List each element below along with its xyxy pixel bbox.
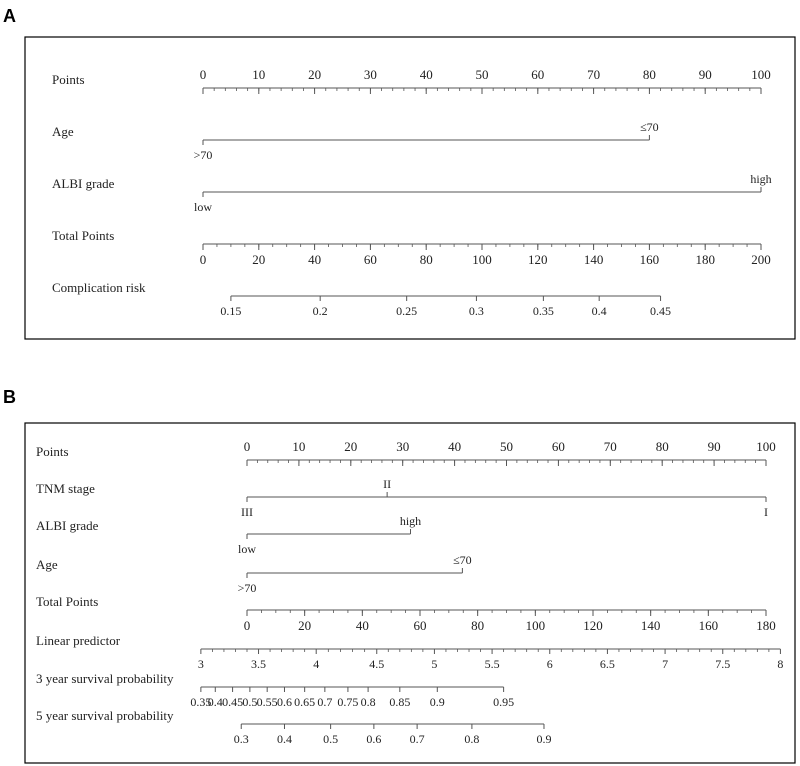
variable-level-label: ≤70 — [453, 553, 472, 567]
row-label-points: Points — [36, 444, 69, 459]
tick-label: 160 — [698, 618, 719, 633]
row-label-age: Age — [52, 124, 74, 139]
row-label-surv3: 3 year survival probability — [36, 671, 174, 686]
scale-tick-label: 0.15 — [220, 304, 242, 318]
scale-tick-label: 0.45 — [650, 304, 672, 318]
tick-label: 10 — [252, 67, 266, 82]
scale-tick-label: 0.95 — [493, 695, 515, 709]
scale-tick-label: 0.5 — [323, 732, 339, 746]
tick-label: 0 — [199, 67, 207, 82]
variable-level-label: high — [750, 172, 772, 186]
scale-tick-label: 0.6 — [366, 732, 382, 746]
scale-tick-label: 4 — [313, 657, 320, 671]
row-label-age: Age — [36, 557, 58, 572]
tick-label: 60 — [363, 252, 377, 267]
scale-tick-label: 0.85 — [389, 695, 411, 709]
row-label-total: Total Points — [36, 594, 99, 609]
scale-tick-label: 0.9 — [429, 695, 445, 709]
variable-level-label: low — [238, 542, 256, 556]
row-surv5 — [36, 708, 551, 746]
tick-label: 160 — [639, 252, 660, 267]
variable-level-label: low — [194, 200, 212, 214]
tick-label: 20 — [344, 439, 358, 454]
tick-label: 70 — [587, 67, 601, 82]
scale-tick-label: 0.45 — [222, 695, 244, 709]
variable-level-label: ≤70 — [640, 120, 659, 134]
panel-a-label: A — [3, 6, 16, 26]
scale-tick-label: 3.5 — [251, 657, 267, 671]
row-points — [52, 67, 771, 94]
tick-label: 80 — [471, 618, 485, 633]
tick-label: 10 — [292, 439, 306, 454]
scale-tick-label: 0.7 — [317, 695, 333, 709]
variable-level-label: I — [764, 505, 768, 519]
tick-label: 200 — [751, 252, 771, 267]
scale-tick-label: 0.8 — [464, 732, 480, 746]
scale-tick-label: 0.9 — [536, 732, 552, 746]
variable-level-label: II — [383, 477, 392, 491]
scale-tick-label: 0.3 — [233, 732, 249, 746]
scale-tick-label: 0.2 — [312, 304, 328, 318]
tick-label: 120 — [583, 618, 603, 633]
tick-label: 40 — [448, 439, 462, 454]
row-age — [36, 553, 472, 595]
scale-tick-label: 5 — [431, 657, 438, 671]
panel-b — [3, 387, 795, 763]
scale-tick-label: 0.4 — [591, 304, 607, 318]
tick-label: 30 — [396, 439, 410, 454]
scale-tick-label: 7.5 — [715, 657, 731, 671]
tick-label: 30 — [363, 67, 377, 82]
scale-tick-label: 5.5 — [484, 657, 500, 671]
scale-tick-label: 0.4 — [276, 732, 292, 746]
variable-level-label: >70 — [193, 148, 213, 162]
tick-label: 60 — [551, 439, 565, 454]
tick-label: 80 — [655, 439, 669, 454]
tick-label: 20 — [308, 67, 322, 82]
tick-label: 0 — [199, 252, 207, 267]
tick-label: 80 — [419, 252, 433, 267]
row-label-albi: ALBI grade — [36, 518, 99, 533]
scale-tick-label: 8 — [777, 657, 784, 671]
variable-level-label: >70 — [237, 581, 257, 595]
variable-level-label: III — [241, 505, 253, 519]
row-age — [52, 120, 659, 162]
scale-tick-label: 0.25 — [396, 304, 418, 318]
tick-label: 140 — [583, 252, 604, 267]
scale-tick-label: 0.5 — [242, 695, 258, 709]
row-risk — [52, 280, 671, 318]
scale-tick-label: 0.75 — [337, 695, 359, 709]
scale-tick-label: 0.55 — [256, 695, 278, 709]
tick-label: 20 — [252, 252, 266, 267]
scale-tick-label: 3 — [197, 657, 204, 671]
row-albi — [52, 172, 772, 214]
tick-label: 0 — [243, 618, 251, 633]
scale-tick-label: 0.3 — [468, 304, 484, 318]
row-label-total: Total Points — [52, 228, 115, 243]
scale-tick-label: 6 — [546, 657, 553, 671]
row-label-tnm: TNM stage — [36, 481, 95, 496]
tick-label: 140 — [640, 618, 661, 633]
row-surv3 — [36, 671, 514, 709]
variable-level-label: high — [399, 514, 422, 528]
scale-tick-label: 0.35 — [532, 304, 554, 318]
panel-a — [3, 6, 795, 339]
scale-tick-label: 0.4 — [207, 695, 223, 709]
scale-tick-label: 7 — [662, 657, 669, 671]
scale-tick-label: 0.6 — [276, 695, 292, 709]
row-label-risk: Complication risk — [52, 280, 146, 295]
row-label-albi: ALBI grade — [52, 176, 115, 191]
tick-label: 50 — [475, 67, 489, 82]
tick-label: 70 — [603, 439, 617, 454]
tick-label: 100 — [756, 439, 776, 454]
row-tnm — [36, 477, 768, 519]
tick-label: 90 — [698, 67, 712, 82]
row-lp — [36, 633, 783, 671]
tick-label: 180 — [695, 252, 715, 267]
tick-label: 40 — [419, 67, 433, 82]
tick-label: 100 — [525, 618, 546, 633]
panel-b-label: B — [3, 387, 16, 407]
tick-label: 100 — [751, 67, 771, 82]
row-albi — [36, 514, 421, 556]
row-label-surv5: 5 year survival probability — [36, 708, 174, 723]
tick-label: 0 — [243, 439, 251, 454]
scale-tick-label: 6.5 — [599, 657, 615, 671]
scale-tick-label: 0.8 — [360, 695, 376, 709]
row-label-points: Points — [52, 72, 85, 87]
tick-label: 40 — [355, 618, 369, 633]
scale-tick-label: 4.5 — [369, 657, 385, 671]
row-total — [36, 594, 776, 633]
row-label-lp: Linear predictor — [36, 633, 121, 648]
scale-tick-label: 0.7 — [409, 732, 425, 746]
row-total — [52, 228, 771, 267]
row-points — [36, 439, 776, 466]
tick-label: 120 — [528, 252, 548, 267]
scale-tick-label: 0.65 — [294, 695, 316, 709]
tick-label: 60 — [531, 67, 545, 82]
tick-label: 90 — [707, 439, 721, 454]
tick-label: 60 — [413, 618, 427, 633]
tick-label: 20 — [298, 618, 312, 633]
tick-label: 50 — [500, 439, 513, 454]
tick-label: 80 — [642, 67, 656, 82]
tick-label: 180 — [756, 618, 776, 633]
tick-label: 40 — [308, 252, 322, 267]
scale-tick-label: 0.35 — [190, 695, 212, 709]
tick-label: 100 — [472, 252, 492, 267]
